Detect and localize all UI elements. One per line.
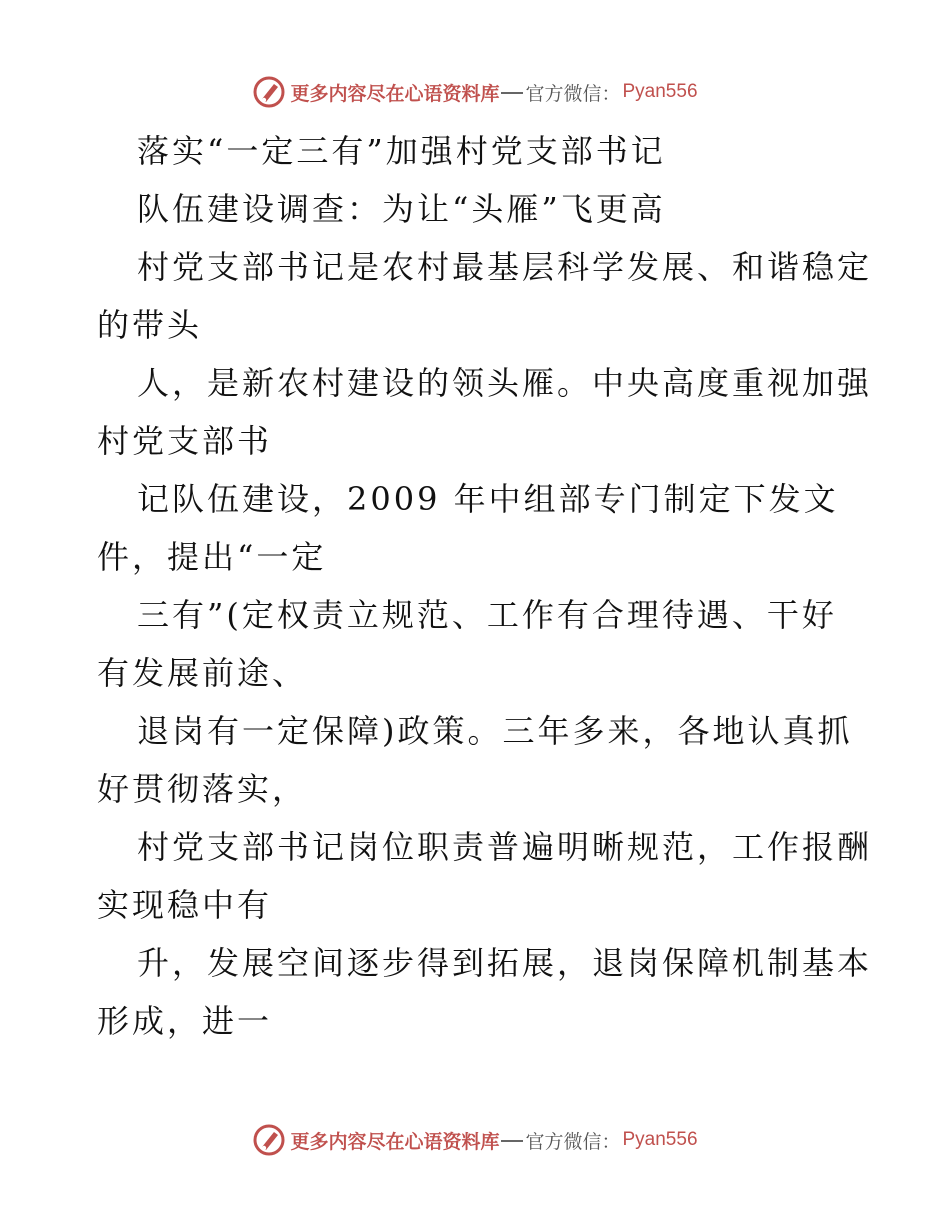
body-line: 队伍建设调查：为让“头雁”飞更高 bbox=[137, 190, 666, 228]
header-wechat-label: 官方微信： bbox=[525, 82, 621, 105]
body-line: 落实“一定三有”加强村党支部书记 bbox=[137, 132, 666, 170]
body-line: 有发展前途、 bbox=[97, 654, 308, 692]
body-line: 村党支部书记是农村最基层科学发展、和谐稳定 bbox=[137, 248, 873, 286]
body-line: 人，是新农村建设的领头雁。中央高度重视加强 bbox=[137, 364, 873, 402]
pen-logo-icon bbox=[252, 1123, 286, 1157]
body-line: 好贯彻落实， bbox=[97, 770, 308, 808]
body-line: 三有”(定权责立规范、工作有合理待遇、干好 bbox=[137, 596, 837, 634]
footer-wechat-label: 官方微信： bbox=[525, 1130, 621, 1153]
body-line: 的带头 bbox=[97, 306, 203, 344]
body-line: 退岗有一定保障)政策。三年多来，各地认真抓 bbox=[137, 712, 853, 750]
footer-wechat-id: Pyan556 bbox=[622, 1129, 698, 1150]
body-line: 形成，进一 bbox=[97, 1002, 273, 1040]
header-dash bbox=[501, 92, 523, 94]
footer-brand-text: 更多内容尽在心语资料库 bbox=[290, 1130, 500, 1153]
header-banner bbox=[0, 72, 950, 112]
body-line: 件，提出“一定 bbox=[97, 538, 327, 576]
header-brand-text: 更多内容尽在心语资料库 bbox=[290, 82, 500, 105]
footer-banner bbox=[0, 1120, 950, 1160]
body-line: 记队伍建设，2009 年中组部专门制定下发文 bbox=[137, 480, 839, 518]
footer-dash bbox=[501, 1140, 523, 1142]
document-body bbox=[97, 122, 873, 1050]
body-line: 实现稳中有 bbox=[97, 886, 273, 924]
pen-logo-icon bbox=[252, 75, 286, 109]
body-line: 升，发展空间逐步得到拓展，退岗保障机制基本 bbox=[137, 944, 873, 982]
header-wechat-id: Pyan556 bbox=[622, 81, 698, 102]
body-line: 村党支部书 bbox=[97, 422, 273, 460]
body-line: 村党支部书记岗位职责普遍明晰规范，工作报酬 bbox=[137, 828, 873, 866]
